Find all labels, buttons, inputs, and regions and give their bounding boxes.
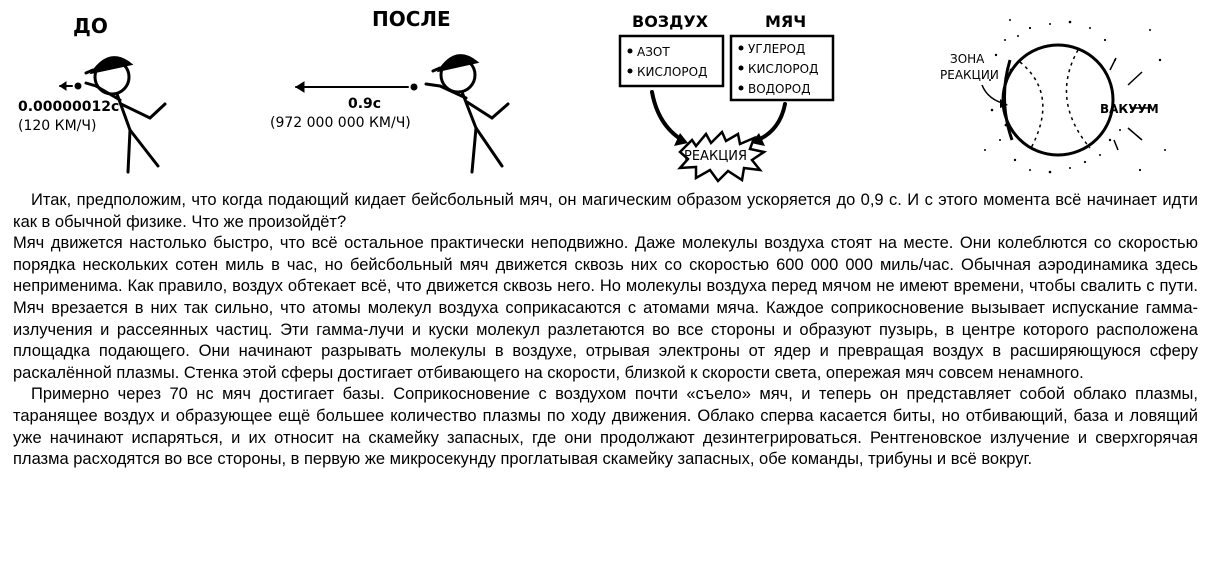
- air-bullet-1: [628, 49, 633, 54]
- before-panel: [0, 0, 230, 188]
- ball-bullet-1: [739, 46, 744, 51]
- article-paragraph-3: Примерно через 70 нс мяч достигает базы. Соприкосновение с воздухом почти «съело» мяч, и теперь он представляет собой облако плазмы, таранящее воздух и образующее ещё большее количество плазмы по ходу движения. Облако сперва касается биты, но отбивающий, база и ловящий уже начинают испаряться, и их относит на скамейку запасных, где они продолжают дезинтегрироваться. Рентгеновское излучение и сверхгорячая плазма расходятся во все стороны, в первую же микросекунду проглатывая скамейку запасных, обе команды, трибуны и всё вокруг.: [13, 385, 1198, 469]
- ball-bullet-2: [739, 66, 744, 71]
- ball-item-3: ВОДОРОД: [748, 82, 811, 96]
- ball-bullet-3: [739, 86, 744, 91]
- reaction-diagram: [610, 0, 850, 188]
- reaction-zone-label-line2: РЕАКЦИИ: [940, 68, 999, 82]
- before-speed-fraction: 0.00000012c: [18, 99, 120, 115]
- air-item-2: КИСЛОРОД: [637, 65, 708, 79]
- before-label: ДО: [73, 14, 108, 38]
- ball-item-2: КИСЛОРОД: [748, 62, 819, 76]
- ball-item-1: УГЛЕРОД: [748, 42, 806, 56]
- after-pitcher-figure: [296, 56, 508, 172]
- article-paragraph-1: Итак, предположим, что когда подающий кидает бейсбольный мяч, он магическим образом ускоряется до 0,9 с. И с этого момента всё начинает идти как в обычной физике. Что же произойдёт?: [13, 191, 1198, 231]
- after-speed-fraction: 0.9c: [348, 96, 382, 112]
- ball-title: МЯЧ: [765, 12, 807, 31]
- air-title: ВОЗДУХ: [632, 12, 709, 31]
- article-paragraph-2: Мяч движется настолько быстро, что всё остальное практически неподвижно. Даже молекулы воздуха стоят на месте. Они колеблются со скоростью порядка нескольких сотен миль в час, но бейсбольный мяч движется сквозь них со скоростью 600 000 000 миль/час. Обычная аэродинамика здесь неприменима. Как правило, воздух обтекает всё, что движется сквозь него. Но молекулы воздуха перед мячом не имеют времени, чтобы свалить с пути. Мяч врезается в них так сильно, что атомы молекул воздуха соприкасаются с атомами мяча. Каждое соприкосновение вызывает испускание гамма-излучения и рассеянных частиц. Эти гамма-лучи и куски молекул разлетаются во все стороны и образуют пузырь, в центре которого расположена площадка подающего. Они начинают разрывать молекулы в воздухе, отрывая электроны от ядер и превращая воздух в расширяющуюся сферу раскалённой плазмы. Стенка этой сферы достигает отбивающего на скорости, близкой к скорости света, опережая мяч совсем ненамного.: [13, 234, 1198, 382]
- reaction-zone-label-line1: ЗОНА: [950, 52, 985, 66]
- vacuum-label: ВАКУУМ: [1100, 102, 1159, 116]
- air-bullet-2: [628, 69, 633, 74]
- before-speed-kmh: (120 КМ/Ч): [18, 118, 97, 134]
- after-panel: [240, 0, 540, 188]
- reaction-label: РЕАКЦИЯ: [684, 149, 748, 164]
- before-ball: [75, 83, 82, 90]
- after-ball: [411, 84, 418, 91]
- after-label: ПОСЛЕ: [372, 7, 451, 31]
- air-item-1: АЗОТ: [637, 45, 670, 59]
- after-speed-kmh: (972 000 000 КМ/Ч): [270, 115, 411, 131]
- reaction-zone-panel: [910, 0, 1209, 188]
- article-text: [13, 190, 1198, 471]
- baseball: [1003, 45, 1113, 155]
